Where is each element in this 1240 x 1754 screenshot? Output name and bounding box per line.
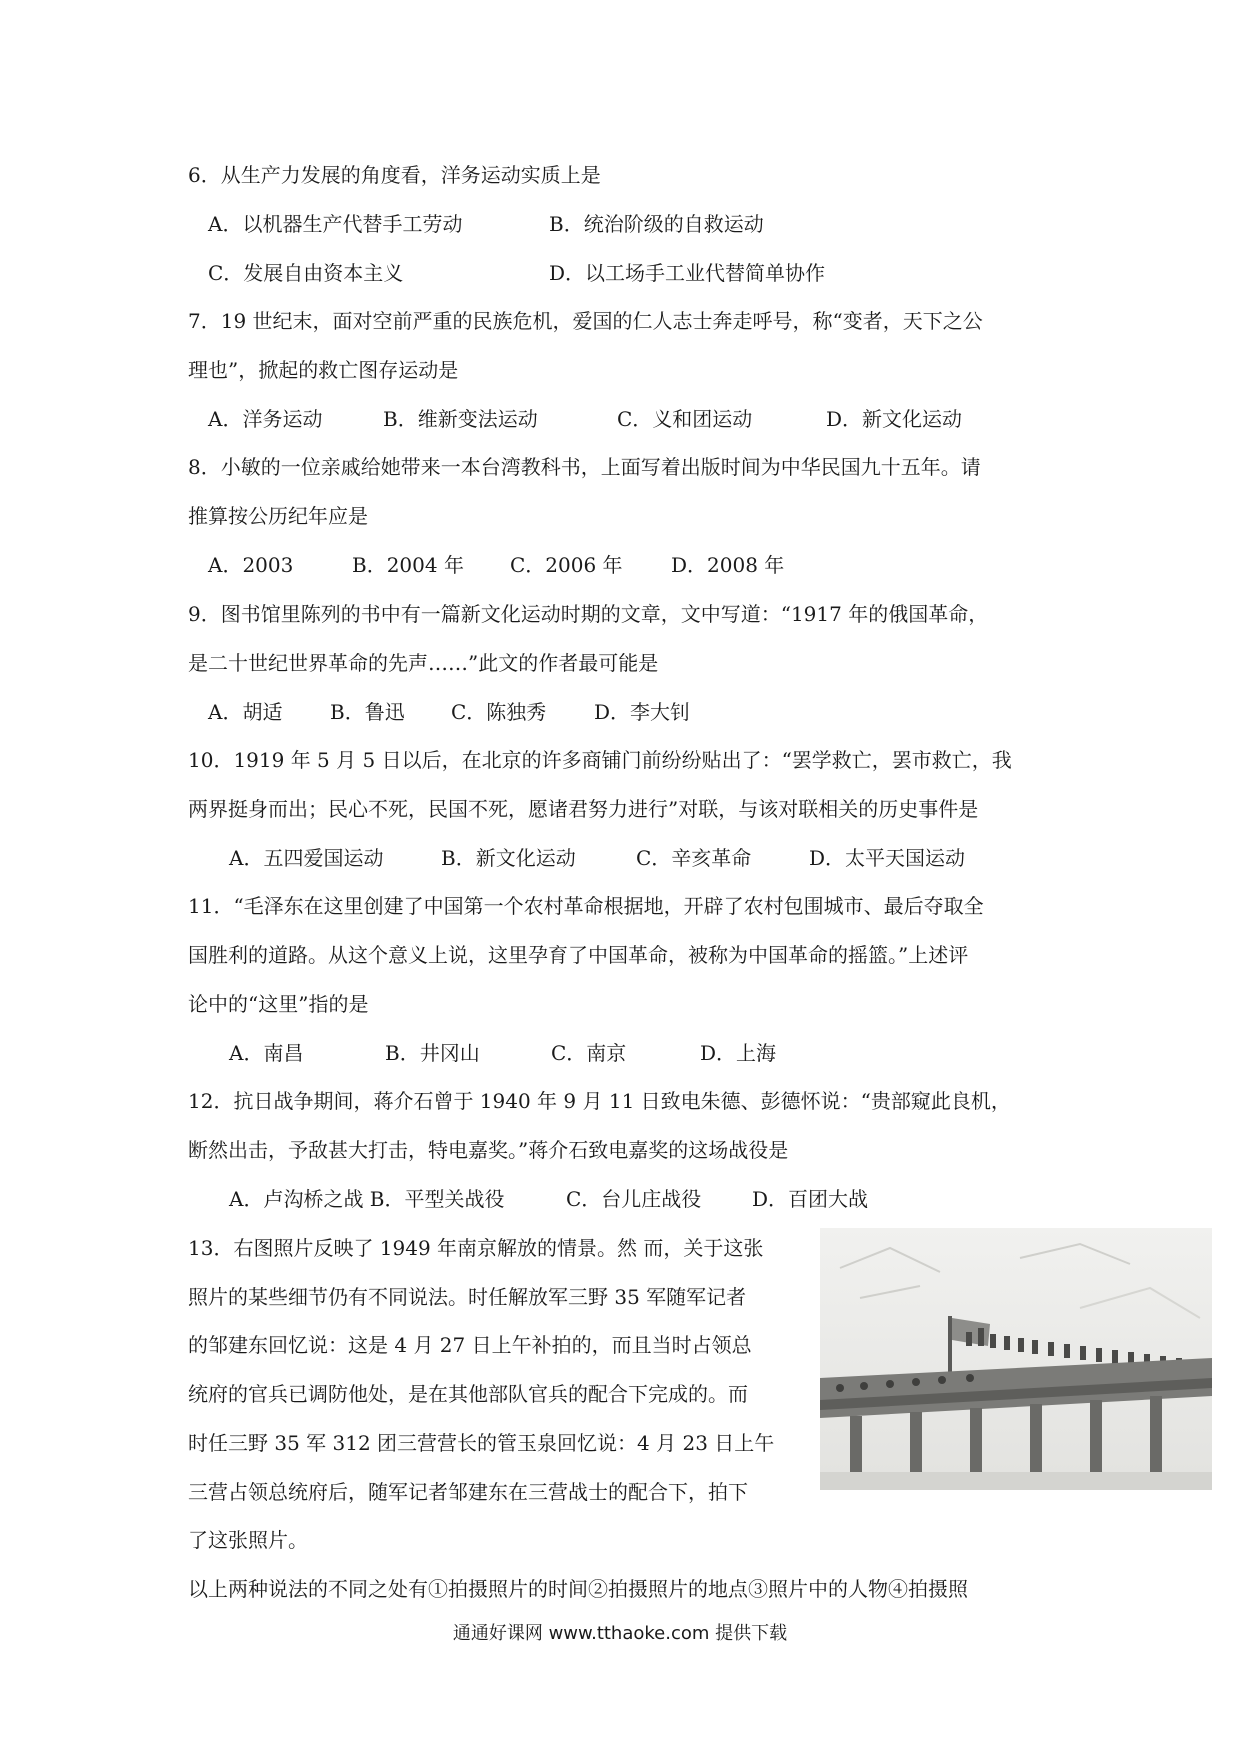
question-6-option-d: D．以工场手工业代替简单协作 xyxy=(549,261,826,285)
question-8-stem-line-1: 8．小敏的一位亲戚给她带来一本台湾教科书，上面写着出版时间为中华民国九十五年。请 xyxy=(188,455,981,479)
question-11-stem-line-1: 11．“毛泽东在这里创建了中国第一个农村革命根据地，开辟了农村包围城市、最后夺取全 xyxy=(188,894,984,918)
question-12-option-c: C．台儿庄战役 xyxy=(566,1187,702,1211)
question-8-option-d: D．2008 年 xyxy=(671,553,785,577)
question-6-option-c: C．发展自由资本主义 xyxy=(208,261,404,285)
question-12-option-ab: A．卢沟桥之战 B．平型关战役 xyxy=(229,1187,505,1211)
question-6-option-a: A．以机器生产代替手工劳动 xyxy=(208,212,463,236)
question-7-option-b: B．维新变法运动 xyxy=(383,407,538,431)
nanjing-liberation-photo xyxy=(820,1228,1212,1490)
question-13-stem-line-4: 统府的官兵已调防他处，是在其他部队官兵的配合下完成的。而 xyxy=(188,1382,748,1406)
question-13-stem-line-7: 了这张照片。 xyxy=(188,1528,308,1552)
question-12-stem-line-2: 断然出击，予敌甚大打击，特电嘉奖。”蒋介石致电嘉奖的这场战役是 xyxy=(188,1138,789,1162)
question-7-option-d: D．新文化运动 xyxy=(826,407,963,431)
question-6-stem: 6．从生产力发展的角度看，洋务运动实质上是 xyxy=(188,163,601,187)
question-11-option-d: D．上海 xyxy=(700,1041,777,1065)
question-9-option-c: C．陈独秀 xyxy=(451,700,547,724)
question-11-stem-line-3: 论中的“这里”指的是 xyxy=(188,992,369,1016)
question-12-option-d: D．百团大战 xyxy=(752,1187,869,1211)
question-10-stem-line-2: 两界挺身而出；民心不死，民国不死，愿诸君努力进行”对联，与该对联相关的历史事件是 xyxy=(188,797,979,821)
photo-image xyxy=(820,1228,1212,1490)
question-10-option-c: C．辛亥革命 xyxy=(636,846,752,870)
question-11-stem-line-2: 国胜利的道路。从这个意义上说，这里孕育了中国革命，被称为中国革命的摇篮。”上述评 xyxy=(188,943,969,967)
question-11-option-b: B．井冈山 xyxy=(385,1041,480,1065)
question-9-stem-line-2: 是二十世纪世界革命的先声……”此文的作者最可能是 xyxy=(188,651,659,675)
question-9-stem-line-1: 9．图书馆里陈列的书中有一篇新文化运动时期的文章，文中写道：“1917 年的俄国革命， xyxy=(188,602,989,626)
question-7-stem-line-2: 理也”，掀起的救亡图存运动是 xyxy=(188,358,459,382)
question-13-stem-line-1: 13．右图照片反映了 1949 年南京解放的情景。然 而，关于这张 xyxy=(188,1236,764,1260)
question-7-stem-line-1: 7．19 世纪末，面对空前严重的民族危机，爱国的仁人志士奔走呼号，称“变者，天下之公 xyxy=(188,309,983,333)
question-8-option-b: B．2004 年 xyxy=(352,553,464,577)
page-footer: 通通好课网 www.tthaoke.com 提供下载 xyxy=(452,1623,788,1644)
question-13-stem-line-3: 的邹建东回忆说：这是 4 月 27 日上午补拍的，而且当时占领总 xyxy=(188,1333,752,1357)
question-10-stem-line-1: 10．1919 年 5 月 5 日以后，在北京的许多商铺门前纷纷贴出了：“罢学救亡，罢市救亡，我 xyxy=(188,748,1012,772)
question-7-option-a: A．洋务运动 xyxy=(208,407,323,431)
question-11-option-c: C．南京 xyxy=(551,1041,627,1065)
question-10-option-a: A．五四爱国运动 xyxy=(229,846,384,870)
question-8-option-a: A．2003 xyxy=(208,553,294,577)
question-11-option-a: A．南昌 xyxy=(229,1041,304,1065)
question-12-stem-line-1: 12．抗日战争期间，蒋介石曾于 1940 年 9 月 11 日致电朱德、彭德怀说：“贵部窥此良机， xyxy=(188,1089,1011,1113)
question-9-option-b: B．鲁迅 xyxy=(330,700,405,724)
question-6-option-b: B．统治阶级的自救运动 xyxy=(549,212,764,236)
question-7-option-c: C．义和团运动 xyxy=(617,407,753,431)
question-8-stem-line-2: 推算按公历纪年应是 xyxy=(188,504,368,528)
question-13-stem-line-5: 时任三野 35 军 312 团三营营长的管玉泉回忆说：4 月 23 日上午 xyxy=(188,1431,775,1455)
question-13-stem-line-6: 三营占领总统府后，随军记者邹建东在三营战士的配合下，拍下 xyxy=(188,1480,748,1504)
question-10-option-b: B．新文化运动 xyxy=(441,846,576,870)
question-13-stem-line-8: 以上两种说法的不同之处有①拍摄照片的时间②拍摄照片的地点③照片中的人物④拍摄照 xyxy=(188,1577,968,1601)
question-9-option-a: A．胡适 xyxy=(208,700,283,724)
question-8-option-c: C．2006 年 xyxy=(510,553,623,577)
question-13-stem-line-2: 照片的某些细节仍有不同说法。时任解放军三野 35 军随军记者 xyxy=(188,1285,747,1309)
question-9-option-d: D．李大钊 xyxy=(594,700,691,724)
question-10-option-d: D．太平天国运动 xyxy=(809,846,966,870)
